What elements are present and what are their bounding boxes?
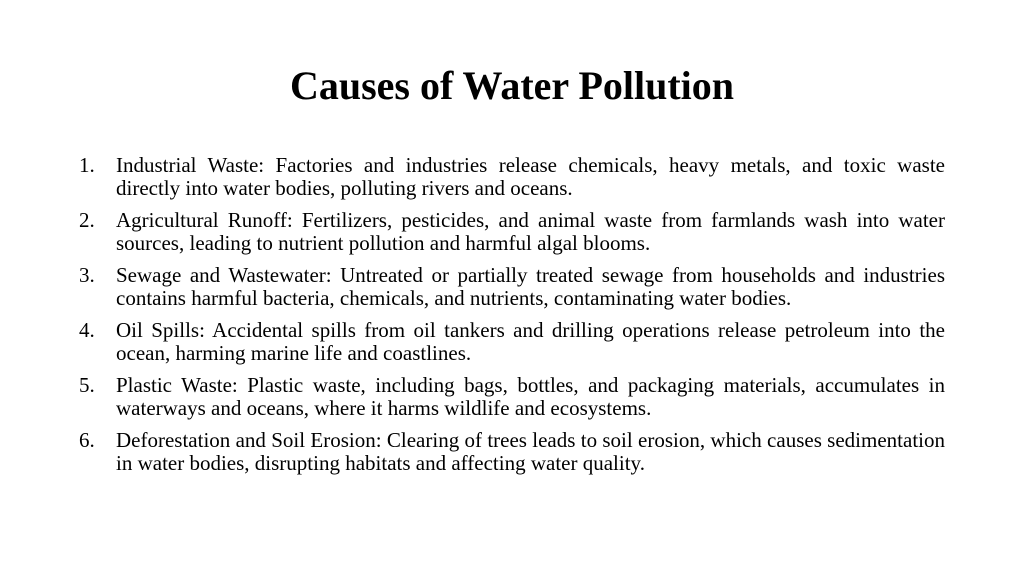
list-item-text: Sewage and Wastewater: Untreated or partially treated sewage from households and industries contains harmful bacteria, chemicals, and nutrients, contaminating water bodies. (116, 263, 945, 310)
list-item (79, 209, 945, 255)
list-item-text: Plastic Waste: Plastic waste, including bags, bottles, and packaging materials, accumulates in waterways and oceans, where it harms wildlife and ecosystems. (116, 373, 945, 420)
list-item (79, 154, 945, 200)
list-item (79, 429, 945, 475)
list-item-number: 6. (79, 428, 95, 452)
list-item (79, 319, 945, 365)
causes-list (79, 154, 945, 484)
list-item (79, 264, 945, 310)
list-item-number: 3. (79, 263, 95, 287)
list-item (79, 374, 945, 420)
slide-title: Causes of Water Pollution (289, 63, 735, 108)
list-item-number: 2. (79, 208, 95, 232)
list-item-number: 5. (79, 373, 95, 397)
list-item-text: Deforestation and Soil Erosion: Clearing of trees leads to soil erosion, which causes sedimentation in water bodies, disrupting habitats and affecting water quality. (116, 428, 945, 475)
list-item-number: 4. (79, 318, 95, 342)
list-item-number: 1. (79, 153, 95, 177)
list-item-text: Agricultural Runoff: Fertilizers, pesticides, and animal waste from farmlands wash into water sources, leading to nutrient pollution and harmful algal blooms. (116, 208, 945, 255)
list-item-text: Industrial Waste: Factories and industries release chemicals, heavy metals, and toxic waste directly into water bodies, polluting rivers and oceans. (116, 153, 945, 200)
list-item-text: Oil Spills: Accidental spills from oil tankers and drilling operations release petroleum into the ocean, harming marine life and coastlines. (116, 318, 945, 365)
